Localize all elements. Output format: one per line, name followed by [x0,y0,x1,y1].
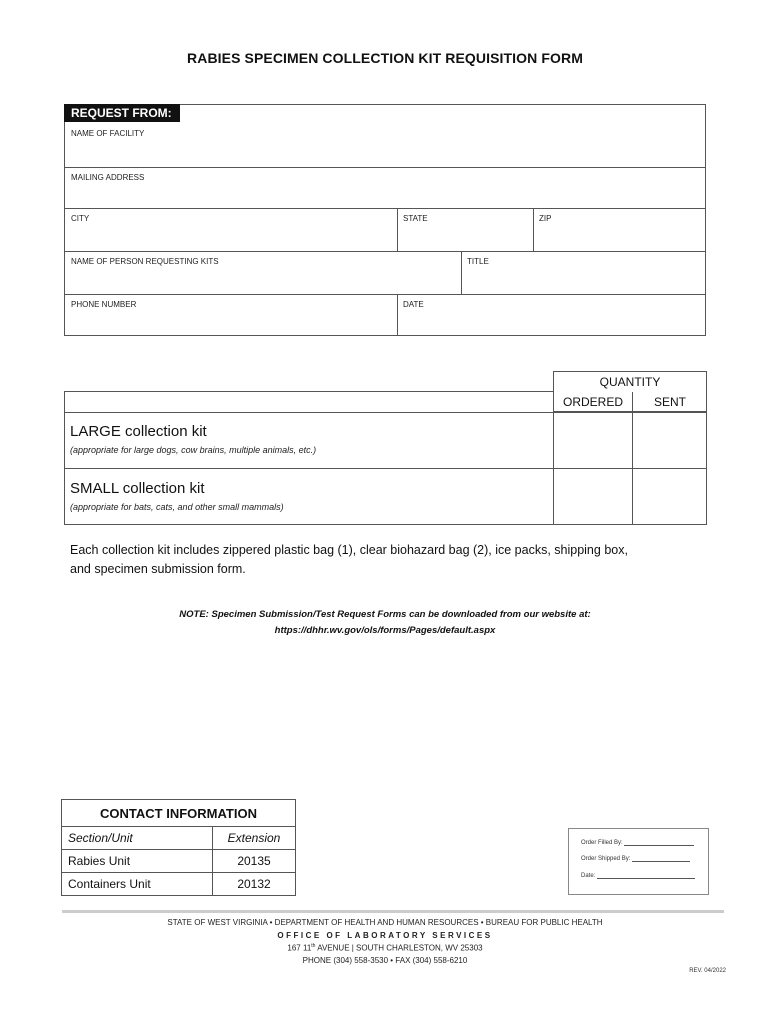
person-requesting-field[interactable] [65,251,461,294]
kit-contents-line2: and specimen submission form. [70,562,246,576]
contact-unit: Rabies Unit [62,850,213,873]
kit-contents-line1: Each collection kit includes zippered plastic bag (1), clear biohazard bag (2), ice packs, shipping box, [70,543,628,557]
contact-unit: Containers Unit [62,873,213,896]
state-label: STATE [403,214,428,223]
order-filled-field[interactable] [581,840,694,846]
contact-extension: 20135 [213,850,296,873]
date-label: DATE [403,300,424,309]
person-requesting-label: NAME OF PERSON REQUESTING KITS [71,257,219,266]
large-kit-sent-field[interactable] [633,412,707,468]
footer-agency: STATE OF WEST VIRGINIA • DEPARTMENT OF HEALTH AND HUMAN RESOURCES • BUREAU FOR PUBLIC HEALTH [167,918,603,927]
footer-phone: PHONE (304) 558-3530 • FAX (304) 558-6210 [302,956,468,965]
small-kit-sent-field[interactable] [633,469,707,524]
ordered-header: ORDERED [562,395,623,409]
date-field[interactable] [397,294,705,335]
quantity-header: QUANTITY [599,375,661,389]
small-kit-name: SMALL collection kit [70,480,205,497]
large-kit-row [64,412,707,469]
forms-link[interactable]: https://dhhr.wv.gov/ols/forms/Pages/default.aspx [274,625,496,636]
footer-address: 167 11th AVENUE | SOUTH CHARLESTON, WV 25303 [287,943,483,953]
small-kit-desc: (appropriate for bats, cats, and other small mammals) [70,502,284,512]
city-field[interactable] [65,208,397,251]
kit-contents-text [70,541,628,579]
extension-header: Extension [213,827,296,850]
sent-header: SENT [653,395,686,409]
phone-label: PHONE NUMBER [71,300,137,309]
mailing-address-field[interactable] [65,167,705,208]
small-kit-ordered-field[interactable] [554,469,632,524]
request-from-header: REQUEST FROM: [64,104,180,122]
order-tracking-box [568,828,709,895]
contact-information-box [61,799,296,896]
title-label: TITLE [467,257,489,266]
order-date-label: Date: [581,873,596,879]
zip-field[interactable] [533,208,705,251]
order-filled-label: Order Filled By: [581,840,623,846]
state-field[interactable] [397,208,533,251]
facility-field[interactable] [65,125,705,167]
order-shipped-field[interactable] [581,856,690,862]
contact-header: CONTACT INFORMATION [62,800,296,827]
order-shipped-label: Order Shipped By: [581,856,631,862]
facility-label: NAME OF FACILITY [71,129,145,138]
section-unit-header: Section/Unit [62,827,213,850]
zip-label: ZIP [539,214,552,223]
quantity-header-box [553,371,707,412]
city-label: CITY [71,214,90,223]
footer-office: OFFICE OF LABORATORY SERVICES [277,931,493,940]
large-kit-ordered-field[interactable] [554,412,632,468]
request-section [64,104,706,336]
mailing-address-label: MAILING ADDRESS [71,173,145,182]
small-kit-row [64,468,707,525]
footer-divider [62,910,724,913]
large-kit-name: LARGE collection kit [70,423,207,440]
form-title: RABIES SPECIMEN COLLECTION KIT REQUISITION FORM [187,50,583,66]
order-date-field[interactable] [581,873,695,879]
note-text: NOTE: Specimen Submission/Test Request Forms can be downloaded from our website at: [179,609,591,620]
contact-extension: 20132 [213,873,296,896]
title-field[interactable] [461,251,705,294]
phone-field[interactable] [65,294,397,335]
large-kit-desc: (appropriate for large dogs, cow brains, multiple animals, etc.) [70,445,317,455]
revision-label: REV. 04/2022 [689,968,726,974]
